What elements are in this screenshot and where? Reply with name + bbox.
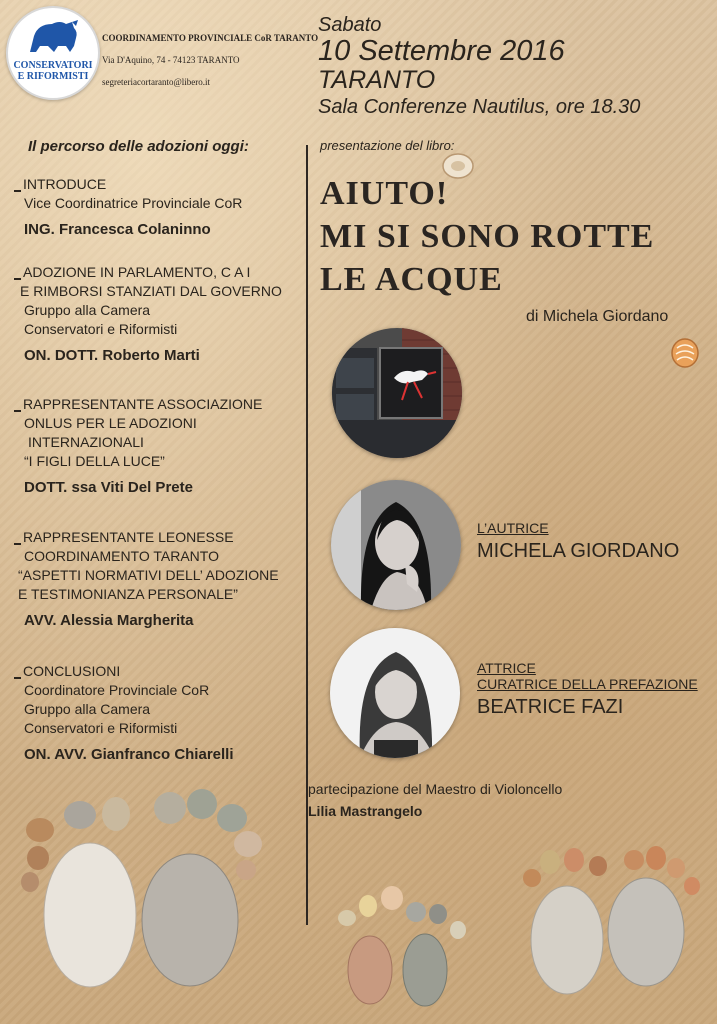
org-info xyxy=(102,27,318,93)
book-title-line-2: MI SI SONO ROTTE xyxy=(320,218,655,255)
item-line: INTERNAZIONALI xyxy=(28,434,144,450)
item-line: Coordinatore Provinciale CoR xyxy=(24,682,210,698)
item-line: E TESTIMONIANZA PERSONALE” xyxy=(18,586,238,602)
stone-feet-decoration xyxy=(0,780,717,1024)
participation-text: partecipazione del Maestro di Violoncello xyxy=(308,781,563,797)
stone-foot-center-2 xyxy=(403,902,466,1006)
stone-foot-right-1 xyxy=(523,848,607,994)
stone-foot-left-2 xyxy=(142,789,262,986)
item-line: Gruppo alla Camera xyxy=(24,302,151,318)
item-line: Gruppo alla Camera xyxy=(24,701,151,717)
item-line: “I FIGLI DELLA LUCE” xyxy=(24,453,165,469)
item-speaker: DOTT. ssa Viti Del Prete xyxy=(24,479,193,496)
item-line: E RIMBORSI STANZIATI DAL GOVERNO xyxy=(20,283,282,299)
event-day: Sabato xyxy=(318,14,382,36)
program-item xyxy=(14,395,262,497)
author-label xyxy=(477,520,679,563)
participant-name: Lilia Mastrangelo xyxy=(308,803,423,819)
logo xyxy=(6,6,100,100)
item-line: COORDINAMENTO TARANTO xyxy=(24,548,219,564)
event-date-block xyxy=(318,14,640,120)
item-heading: RAPPRESENTANTE ASSOCIAZIONE xyxy=(14,395,262,414)
item-line: Conservatori e Riformisti xyxy=(24,321,178,337)
item-speaker: ING. Francesca Colaninno xyxy=(24,221,211,238)
seashell-icon xyxy=(668,336,702,370)
presentation-intro: presentazione del libro: xyxy=(320,138,455,153)
event-date: 10 Settembre 2016 xyxy=(318,35,565,67)
event-venue: Sala Conferenze Nautilus, ore 18.30 xyxy=(318,96,641,118)
actress-role-2: CURATRICE DELLA PREFAZIONE xyxy=(477,676,698,692)
item-heading: CONCLUSIONI xyxy=(14,662,234,681)
org-email: segreteriacortaranto@libero.it xyxy=(102,77,210,87)
program-item xyxy=(14,662,234,764)
actress-name: BEATRICE FAZI xyxy=(477,696,624,718)
author-role: L’AUTRICE xyxy=(477,520,549,536)
stone-foot-center-1 xyxy=(338,886,403,1004)
author-photo xyxy=(331,480,461,610)
item-line: ONLUS PER LE ADOZIONI xyxy=(24,415,197,431)
item-line: Vice Coordinatrice Provinciale CoR xyxy=(24,195,243,211)
lion-icon xyxy=(8,12,98,64)
program-title: Il percorso delle adozioni oggi: xyxy=(28,138,249,155)
item-speaker: ON. AVV. Gianfranco Chiarelli xyxy=(24,746,234,763)
item-speaker: AVV. Alessia Margherita xyxy=(24,612,194,629)
stone-foot-right-2 xyxy=(608,846,700,986)
logo-line-2: E RIFORMISTI xyxy=(17,71,89,82)
item-line: “ASPETTI NORMATIVI DELL’ ADOZIONE xyxy=(18,567,279,583)
book-title xyxy=(320,172,654,301)
program-item xyxy=(14,175,242,239)
org-name: COORDINAMENTO PROVINCIALE CoR TARANTO xyxy=(102,33,319,43)
actress-photo xyxy=(330,628,460,758)
book-cover-photo xyxy=(332,328,462,458)
program-item xyxy=(14,263,282,365)
item-speaker: ON. DOTT. Roberto Marti xyxy=(24,347,200,364)
actress-label xyxy=(477,660,698,719)
book-title-line-1: AIUTO! xyxy=(320,175,449,212)
item-heading: INTRODUCE xyxy=(14,175,242,194)
book-title-line-3: LE ACQUE xyxy=(320,261,503,298)
stone-foot-left-1 xyxy=(21,797,136,987)
item-heading: ADOZIONE IN PARLAMENTO, C A I xyxy=(14,263,282,282)
program-item xyxy=(14,528,279,630)
book-author: di Michela Giordano xyxy=(526,308,669,325)
actress-role-1: ATTRICE xyxy=(477,660,536,676)
event-city: TARANTO xyxy=(318,66,436,94)
author-name: MICHELA GIORDANO xyxy=(477,540,680,562)
item-line: Conservatori e Riformisti xyxy=(24,720,178,736)
org-address: Via D'Aquino, 74 - 74123 TARANTO xyxy=(102,55,240,65)
logo-line-1: CONSERVATORI xyxy=(13,60,93,71)
item-heading: RAPPRESENTANTE LEONESSE xyxy=(14,528,279,547)
